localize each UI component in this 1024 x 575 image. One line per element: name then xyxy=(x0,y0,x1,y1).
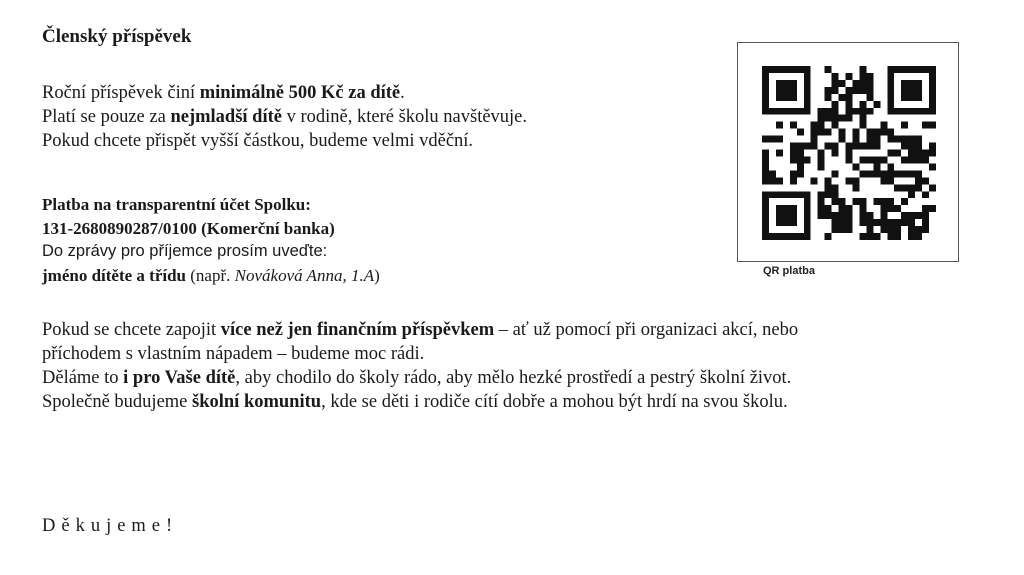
fee-line-1: Roční příspěvek činí minimálně 500 Kč za dítě. xyxy=(42,83,405,103)
payment-heading: Platba na transparentní účet Spolku: xyxy=(42,195,311,214)
thanks-text: Děkujeme! xyxy=(42,516,179,536)
payment-block xyxy=(42,193,380,287)
involve-line-1: Pokud se chcete zapojit více než jen finančním příspěvkem – ať už pomocí při organizaci akcí, nebo xyxy=(42,320,799,340)
qr-code xyxy=(737,42,959,262)
involve-line-3: Děláme to i pro Vaše dítě, aby chodilo do školy rádo, aby mělo hezké prostředí a pestrý školní život. xyxy=(42,368,792,388)
qr-modules xyxy=(762,66,936,240)
fee-line-3: Pokud chcete přispět vyšší částkou, budeme velmi vděční. xyxy=(42,131,474,151)
fee-line-2: Platí se pouze za nejmladší dítě v rodině, které školu navštěvuje. xyxy=(42,107,528,127)
fee-paragraph xyxy=(42,81,527,153)
involve-line-2: příchodem s vlastním nápadem – budeme moc rádi. xyxy=(42,344,425,364)
page-title: Členský příspěvek xyxy=(42,26,192,47)
qr-code-image xyxy=(762,66,936,240)
involvement-paragraph xyxy=(42,318,798,414)
payment-reference: jméno dítěte a třídu (např. Nováková Anna, 1.A) xyxy=(42,265,380,285)
qr-caption: QR platba xyxy=(763,265,815,277)
account-number: 131-2680890287/0100 (Komerční banka) xyxy=(42,218,335,238)
payment-note: Do zprávy pro příjemce prosím uveďte: xyxy=(42,242,328,260)
involve-line-4: Společně budujeme školní komunitu, kde se děti i rodiče cítí dobře a mohou být hrdí na svou školu. xyxy=(42,392,788,412)
